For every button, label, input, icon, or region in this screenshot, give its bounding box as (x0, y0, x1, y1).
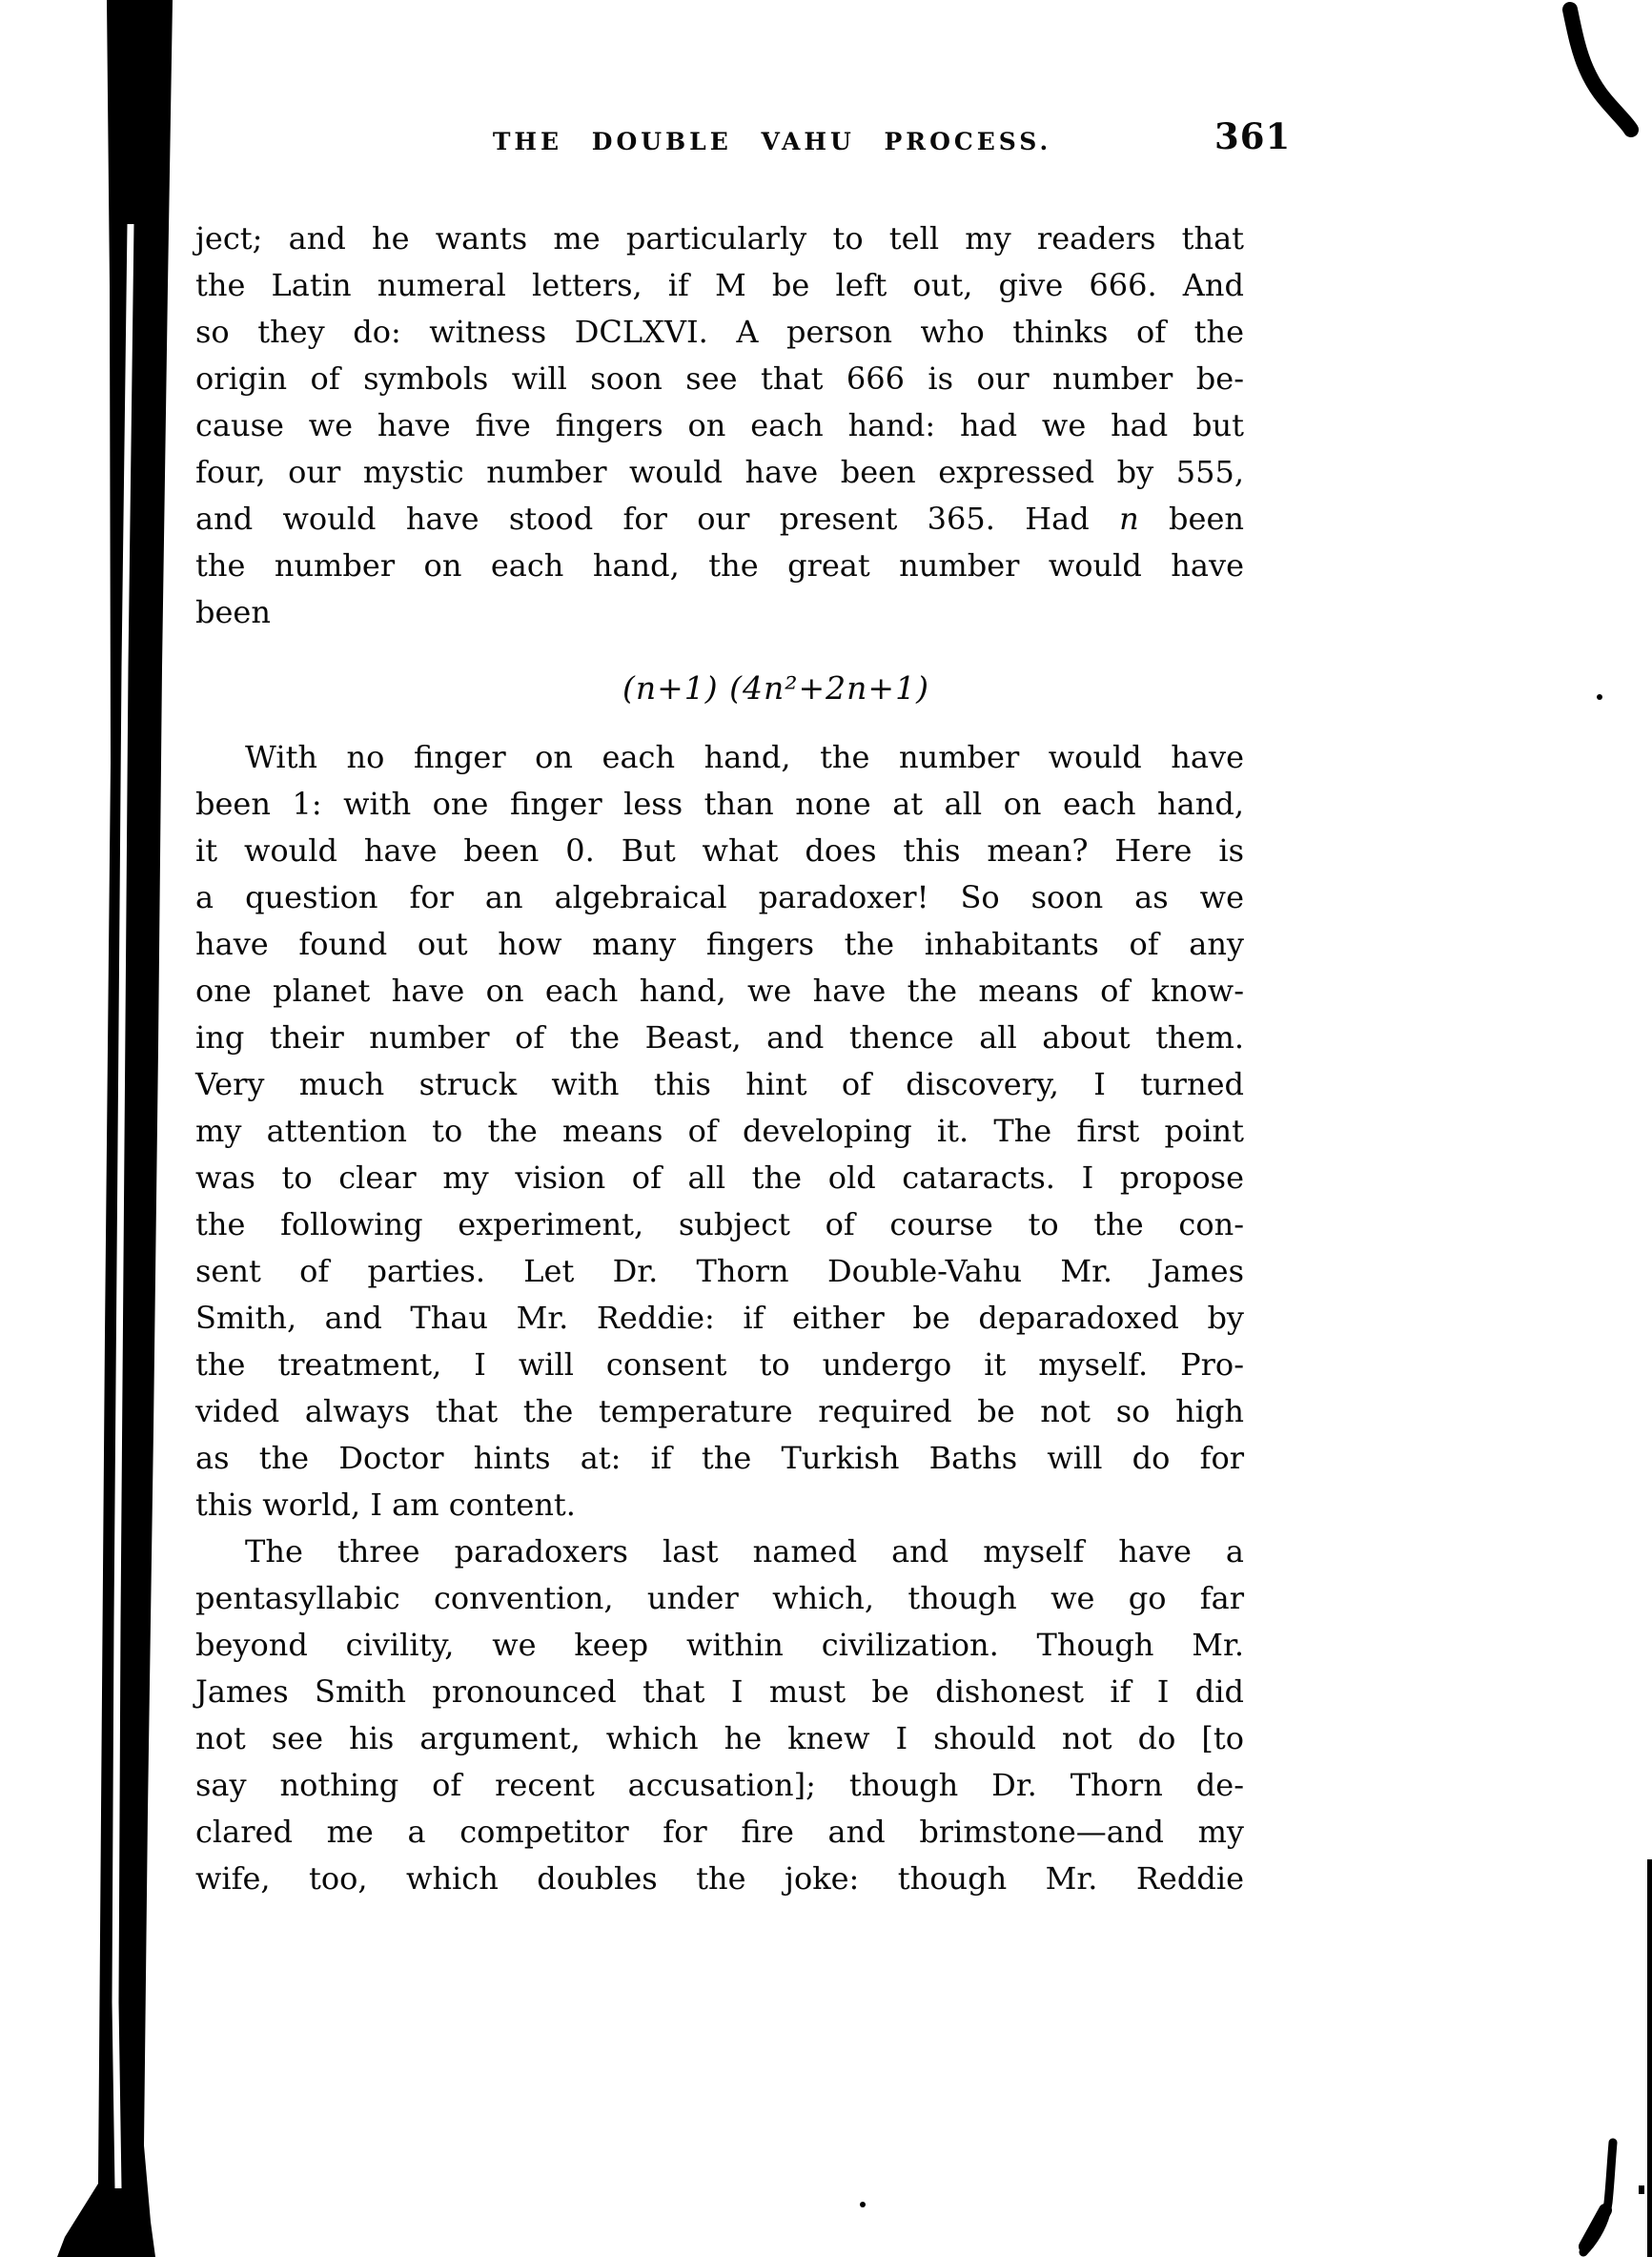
paragraph (195, 1529, 1244, 1902)
text-segment: a question for an algebraical paradoxer! So soon as we (195, 879, 1244, 915)
text-segment: my attention to the means of developing it. The first point (195, 1113, 1244, 1149)
text-segment: The three paradoxers last named and myself have a (245, 1533, 1244, 1570)
text-segment: the treatment, I will consent to undergo it myself. Pro- (195, 1346, 1244, 1383)
text-segment: this world, I am content. (195, 1487, 576, 1523)
text-segment: beyond civility, we keep within civilization. Though Mr. (195, 1627, 1244, 1663)
text-segment: and would have stood for our present 365. Had (195, 501, 1120, 537)
text-segment: as the Doctor hints at: if the Turkish Baths will do for (195, 1440, 1244, 1476)
text-segment: say nothing of recent accusation]; though Dr. Thorn de- (195, 1767, 1244, 1803)
page-number: 361 (1214, 115, 1292, 157)
text-segment: ing their number of the Beast, and thence all about them. (195, 1019, 1244, 1056)
page-text (195, 215, 1244, 1902)
text-line (195, 215, 1244, 262)
text-line (195, 1529, 1244, 1575)
text-line (195, 1622, 1244, 1669)
text-segment: James Smith pronounced that I must be dishonest if I did (195, 1673, 1244, 1710)
text-segment: pentasyllabic convention, under which, though we go far (195, 1580, 1244, 1616)
text-line (195, 1295, 1244, 1342)
text-line (195, 1061, 1244, 1108)
text-segment: the following experiment, subject of course to the con- (195, 1206, 1244, 1242)
text-segment: (n+1) (4n²+2n+1) (622, 669, 929, 707)
text-segment: n (1119, 501, 1139, 537)
text-line (195, 1201, 1244, 1248)
running-header: THE DOUBLE VAHU PROCESS. (492, 128, 1052, 155)
text-segment: it would have been 0. But what does this mean? Here is (195, 832, 1244, 869)
text-line (195, 1015, 1244, 1061)
text-segment: vided always that the temperature required be not so high (195, 1393, 1244, 1429)
page-edge-line (1647, 1859, 1652, 2257)
binding-bar-artifact (57, 0, 173, 2257)
text-segment: Smith, and Thau Mr. Reddie: if either be deparadoxed by (195, 1300, 1244, 1336)
text-line (195, 1856, 1244, 1902)
text-segment: ject; and he wants me particularly to tell my readers that (195, 220, 1244, 256)
text-line (195, 1108, 1244, 1155)
scan-artifact-top-right (1570, 10, 1631, 130)
text-line (195, 309, 1244, 356)
text-line (195, 1575, 1244, 1622)
text-line (195, 781, 1244, 828)
text-segment: one planet have on each hand, we have the means of know- (195, 973, 1244, 1009)
text-segment: origin of symbols will soon see that 666 is our number be- (195, 360, 1244, 397)
paragraph (195, 734, 1244, 1529)
text-line (195, 496, 1244, 543)
text-line (195, 1809, 1244, 1856)
text-line (195, 1762, 1244, 1809)
text-segment: sent of parties. Let Dr. Thorn Double-Vahu Mr. James (195, 1253, 1244, 1289)
text-line (195, 1715, 1244, 1762)
text-segment: cause we have five fingers on each hand: had we had but (195, 407, 1244, 443)
text-line (195, 449, 1244, 496)
text-segment: was to clear my vision of all the old cataracts. I propose (195, 1159, 1244, 1196)
text-line (195, 1342, 1244, 1388)
text-line (195, 921, 1244, 968)
text-line (195, 1435, 1244, 1482)
text-segment: been (195, 594, 271, 630)
text-line (195, 402, 1244, 449)
text-line (195, 828, 1244, 874)
scan-artifact-bottom-right-taper (1585, 2210, 1605, 2247)
ink-speck (1639, 2185, 1644, 2194)
text-segment: not see his argument, which he knew I should not do [to (195, 1720, 1244, 1756)
text-line (195, 543, 1244, 589)
text-line (195, 1248, 1244, 1295)
text-line (195, 1669, 1244, 1715)
text-segment: wife, too, which doubles the joke: though Mr. Reddie (195, 1860, 1244, 1897)
formula-line (195, 665, 1244, 711)
text-segment: four, our mystic number would have been expressed by 555, (195, 454, 1244, 490)
scan-artifact-bottom-right (1583, 2143, 1613, 2252)
text-segment: been 1: with one finger less than none at all on each hand, (195, 786, 1244, 822)
text-segment: clared me a competitor for fire and brimstone—and my (195, 1814, 1244, 1850)
text-line (195, 1155, 1244, 1201)
paragraph (195, 215, 1244, 636)
text-segment: have found out how many fingers the inhabitants of any (195, 926, 1244, 962)
text-segment: With no finger on each hand, the number would have (245, 739, 1244, 775)
ink-speck (1597, 694, 1602, 700)
text-line (195, 968, 1244, 1015)
ink-speck (860, 2202, 866, 2207)
text-segment: the Latin numeral letters, if M be left out, give 666. And (195, 267, 1244, 303)
formula (195, 665, 1244, 711)
text-segment: so they do: witness DCLXVI. A person who thinks of the (195, 314, 1244, 350)
text-line (195, 589, 1244, 636)
text-line (195, 1482, 1244, 1529)
text-line (195, 356, 1244, 402)
binding-bar-crack (115, 224, 131, 2188)
text-segment: the number on each hand, the great number would have (195, 547, 1244, 584)
text-line (195, 262, 1244, 309)
text-segment: been (1138, 501, 1245, 537)
text-line (195, 734, 1244, 781)
text-line (195, 1388, 1244, 1435)
text-segment: Very much struck with this hint of discovery, I turned (195, 1066, 1244, 1102)
text-line (195, 874, 1244, 921)
